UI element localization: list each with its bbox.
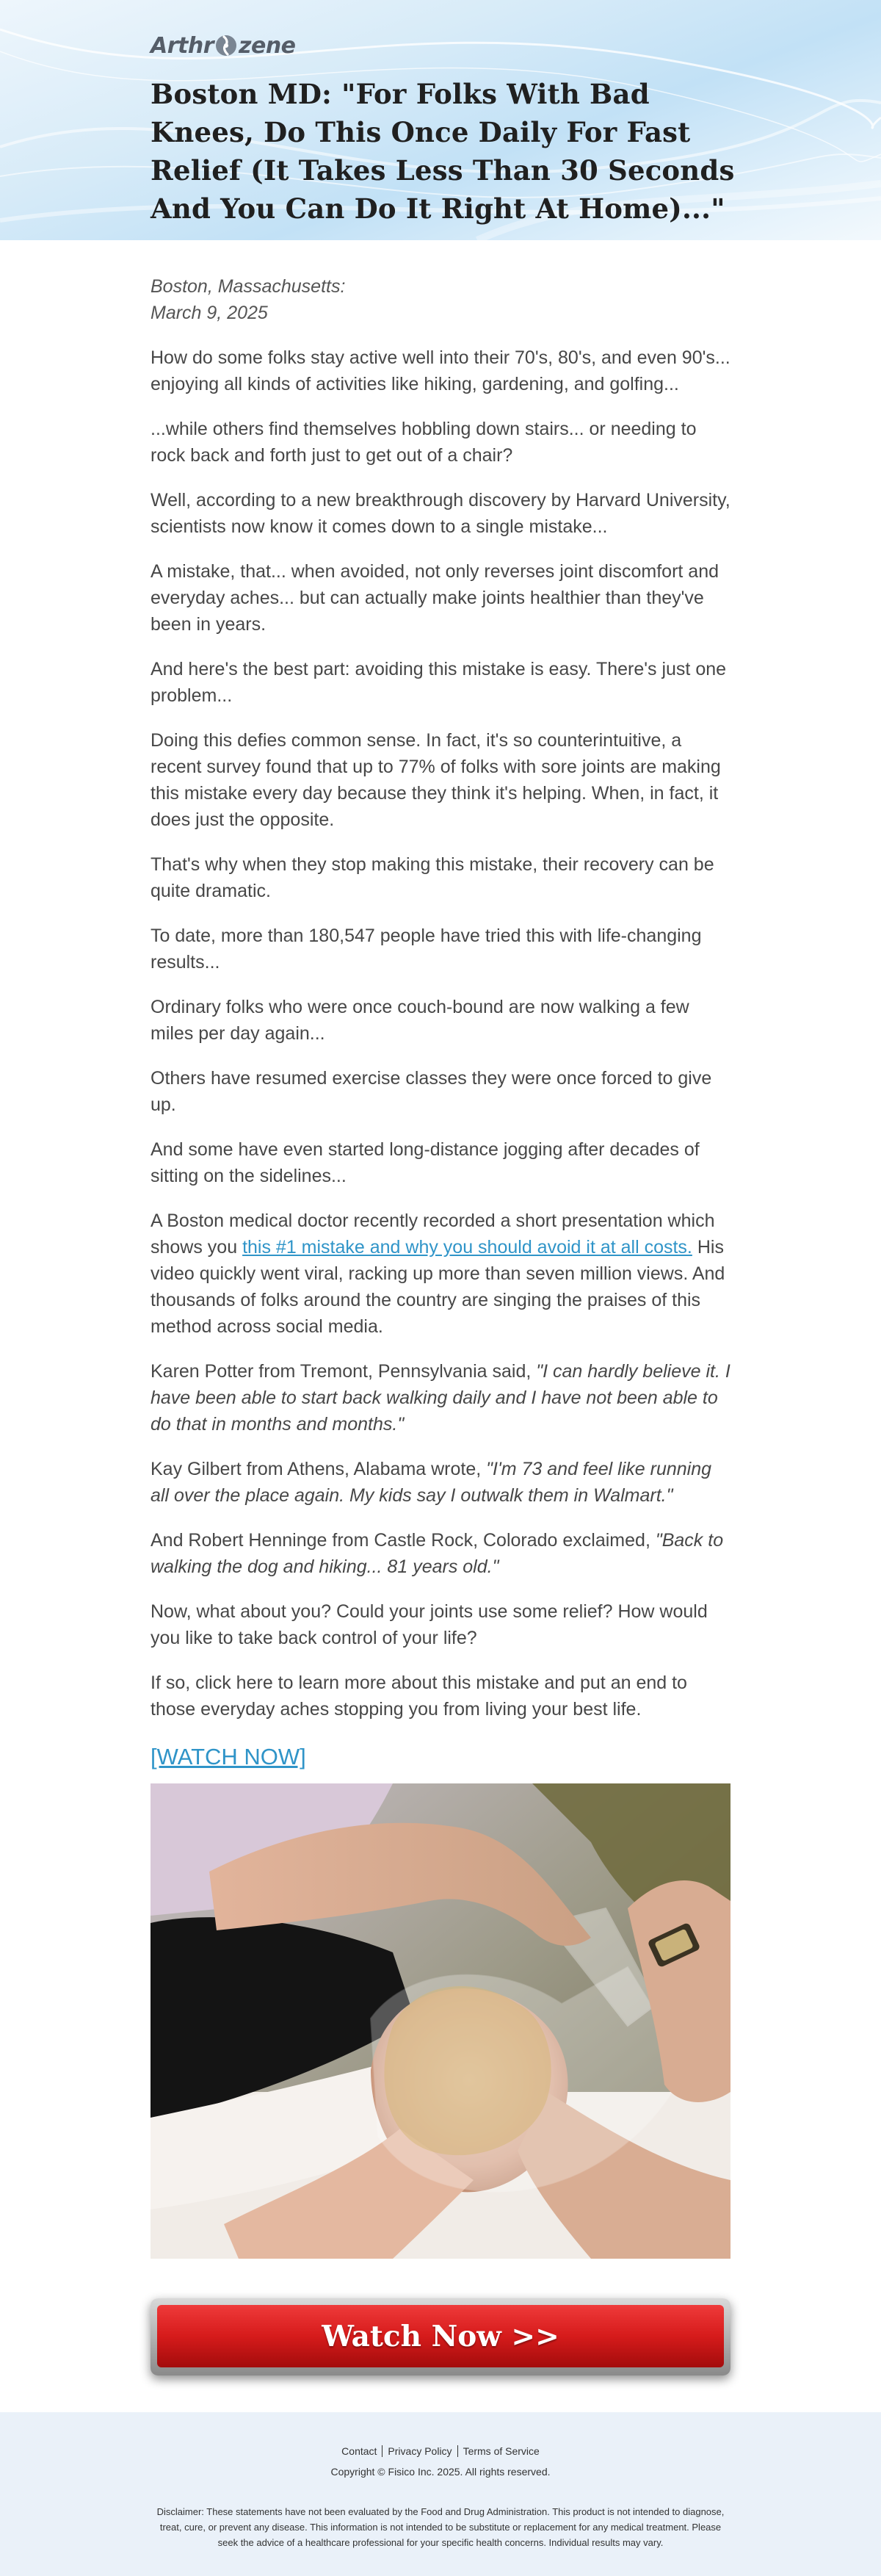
article-paragraph: Ordinary folks who were once couch-bound are now walking a few miles per day again... <box>151 997 689 1044</box>
knee-photo-illustration <box>151 1783 730 2259</box>
footer-copyright: Copyright © Fisico Inc. 2025. All rights reserved. <box>330 2466 551 2478</box>
knee-joint-logo-icon <box>214 34 238 57</box>
article-paragraph: A mistake, that... when avoided, not only reverses joint discomfort and everyday aches... but can actually make joints healthier than they've been in years. <box>151 561 719 635</box>
dateline-date: March 9, 2025 <box>151 303 268 323</box>
page-footer <box>0 2412 881 2576</box>
testimonial-quote: "I'm 73 and feel like running all over the place again. My kids say I outwalk them in Walmart." <box>151 1459 712 1506</box>
article-paragraph: That's why when they stop making this mistake, their recovery can be quite dramatic. <box>151 854 714 901</box>
article-paragraph: And some have even started long-distance jogging after decades of sitting on the sidelines... <box>151 1139 700 1186</box>
article-paragraph: ...while others find themselves hobbling down stairs... or needing to rock back and forth just to get out of a chair? <box>151 419 697 466</box>
logo-text-right: zene <box>239 32 296 59</box>
page-headline: Boston MD: "For Folks With Bad Knees, Do This Once Daily For Fast Relief (It Takes Less Than 30 Seconds And You Can Do It Right At Home)..." <box>151 78 735 225</box>
watch-now-button[interactable]: Watch Now >> <box>157 2305 724 2367</box>
footer-contact-link[interactable]: Contact <box>341 2445 377 2457</box>
testimonial-robert <box>151 1527 732 1580</box>
testimonial-karen <box>151 1358 732 1437</box>
article-paragraph: And here's the best part: avoiding this mistake is easy. There's just one problem... <box>151 659 727 706</box>
knee-ice-bag-photo[interactable] <box>151 1783 730 2259</box>
testimonial-lead: And Robert Henninge from Castle Rock, Colorado exclaimed, <box>151 1530 656 1551</box>
paragraph-text: A Boston medical doctor recently recorded a short presentation which shows you <box>151 1211 715 1258</box>
footer-divider <box>457 2445 458 2457</box>
footer-divider <box>382 2445 383 2457</box>
paragraph-text: His video quickly went viral, racking up more than seven million views. And thousands of folks around the country are singing the praises of this method across social media. <box>151 1237 725 1337</box>
testimonial-quote: "I can hardly believe it. I have been able to start back walking daily and I have not been able to do that in months and months." <box>151 1361 730 1435</box>
article-paragraph: Well, according to a new breakthrough discovery by Harvard University, scientists now know it comes down to a single mistake... <box>151 490 730 537</box>
article-body <box>151 273 732 1773</box>
testimonial-kay <box>151 1456 732 1509</box>
hero-header <box>0 0 881 240</box>
article-paragraph: How do some folks stay active well into their 70's, 80's, and even 90's... enjoying all kinds of activities like hiking, gardening, and golfing... <box>151 347 730 394</box>
article-paragraph: Others have resumed exercise classes they were once forced to give up. <box>151 1068 712 1115</box>
testimonial-lead: Karen Potter from Tremont, Pennsylvania said, <box>151 1361 537 1382</box>
footer-disclaimer: Disclaimer: These statements have not been evaluated by the Food and Drug Administration. This product is not intended to diagnose, treat, cure, or prevent any disease. This information is not intended to be substitute or replacement for any medical treatment. Please seek the advice of a healthcare professional for your specific health concerns. Individual results may vary. <box>156 2506 725 2548</box>
footer-links <box>0 2444 881 2458</box>
watch-now-link[interactable]: [WATCH NOW] <box>151 1744 306 1769</box>
dateline-location: Boston, Massachusetts: <box>151 276 346 297</box>
article-paragraph-with-link <box>151 1208 732 1340</box>
mistake-video-link[interactable]: this #1 mistake and why you should avoid it at all costs. <box>242 1237 692 1258</box>
article-paragraph: If so, click here to learn more about this mistake and put an end to those everyday aches stopping you from living your best life. <box>151 1673 687 1720</box>
testimonial-lead: Kay Gilbert from Athens, Alabama wrote, <box>151 1459 487 1479</box>
testimonial-quote: "Back to walking the dog and hiking... 81 years old." <box>151 1530 724 1577</box>
article-paragraph: Now, what about you? Could your joints use some relief? How would you like to take back control of your life? <box>151 1601 708 1648</box>
watch-now-button-frame <box>151 2298 730 2375</box>
footer-terms-link[interactable]: Terms of Service <box>463 2445 540 2457</box>
article-paragraph: Doing this defies common sense. In fact, it's so counterintuitive, a recent survey found that up to 77% of folks with sore joints are making this mistake every day because they think it's helping. When, in fact, it does just the opposite. <box>151 730 721 830</box>
article-paragraph: To date, more than 180,547 people have tried this with life-changing results... <box>151 926 702 973</box>
arthrozene-logo <box>151 31 738 60</box>
footer-privacy-link[interactable]: Privacy Policy <box>388 2445 452 2457</box>
logo-text-left: Arthr <box>151 32 214 59</box>
